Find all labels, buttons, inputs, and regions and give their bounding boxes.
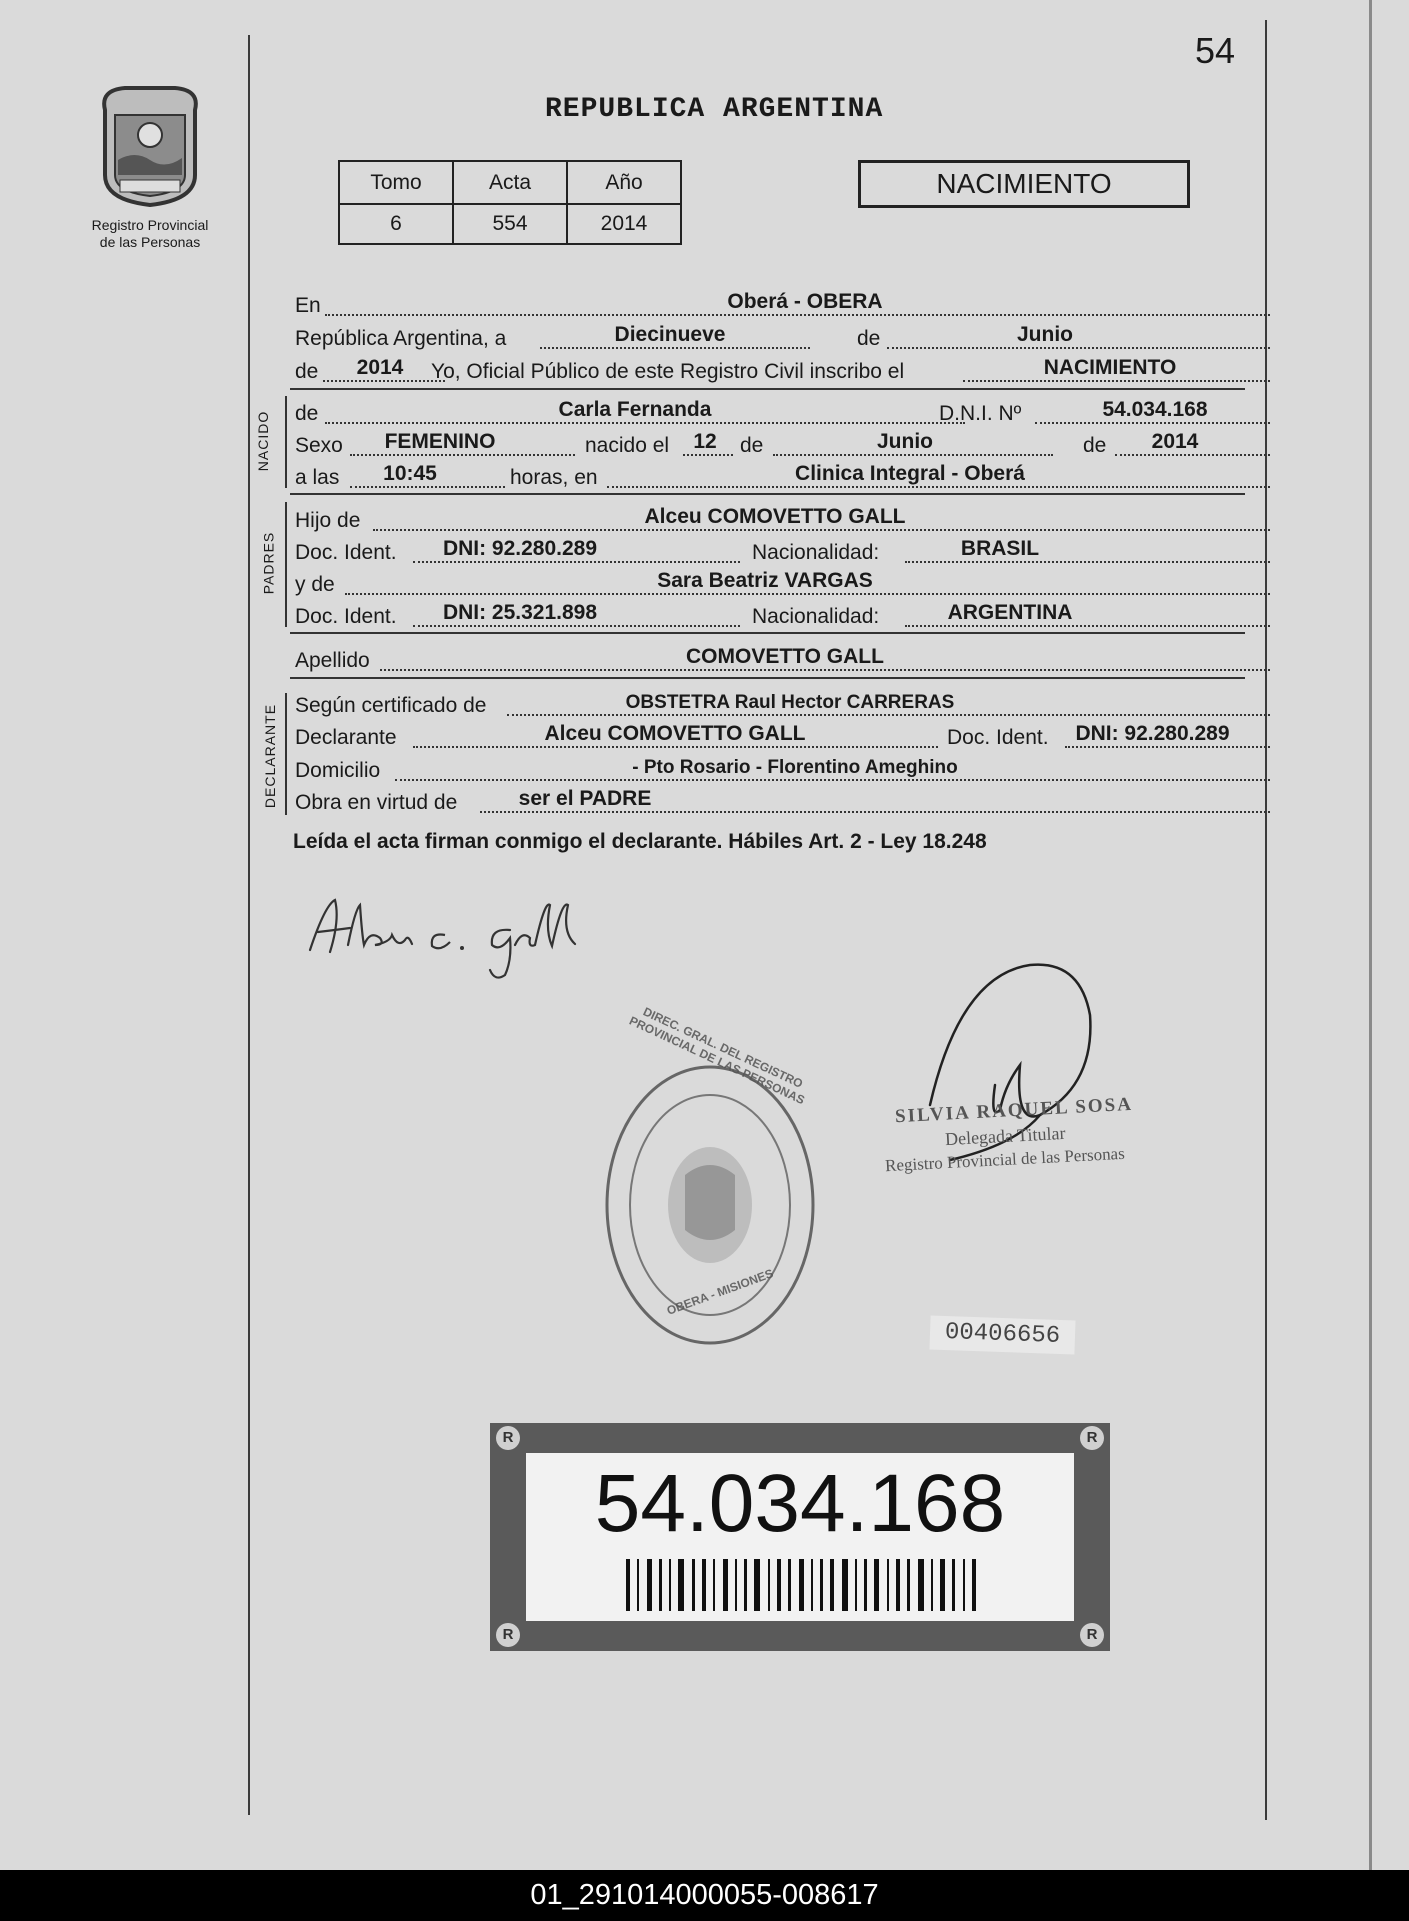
address-label: Domicilio — [295, 759, 381, 782]
surname-separator — [290, 677, 1245, 679]
father-doc: DNI: 92.280.289 — [442, 537, 598, 560]
capacity-label: Obra en virtud de — [295, 791, 458, 814]
barcode-bar — [887, 1559, 889, 1611]
registry-name-line1: Registro Provincial — [91, 217, 209, 233]
country-title: REPUBLICA ARGENTINA — [545, 94, 884, 125]
certificate-label: Según certificado de — [295, 694, 487, 717]
barcode-bar — [963, 1559, 965, 1611]
barcode-bar — [768, 1559, 770, 1611]
registry-name-line2: de las Personas — [99, 234, 201, 250]
time-label: a las — [295, 466, 340, 489]
date-row — [295, 323, 1242, 353]
barcode-bar — [799, 1559, 804, 1611]
seal-outer-text: DIREC. GRAL. DEL REGISTRO PROVINCIAL DE LAS PERSONAS — [627, 1004, 807, 1108]
barcode-bar — [669, 1559, 671, 1611]
mother-nationality: ARGENTINA — [947, 601, 1073, 624]
barcode-bar — [830, 1559, 834, 1611]
barcode — [626, 1559, 976, 1611]
barcode-bar — [811, 1559, 813, 1611]
barcode-bar — [626, 1559, 630, 1611]
registration-place: Oberá - OBERA — [727, 290, 883, 313]
mother-doc: DNI: 25.321.898 — [442, 601, 598, 624]
acta-value: 554 — [453, 204, 567, 244]
child-name: Carla Fernanda — [558, 398, 712, 421]
reference-table — [338, 160, 682, 245]
file-id-bar — [0, 1870, 1409, 1921]
certificate-issuer: OBSTETRA Raul Hector CARRERAS — [625, 692, 955, 713]
registration-day: Diecinueve — [614, 323, 726, 346]
barcode-bar — [940, 1559, 945, 1611]
hours-label: horas, en — [510, 466, 598, 489]
declarant-doc-label: Doc. Ident. — [947, 726, 1049, 749]
id-label-mark-bottom-right: R — [1080, 1623, 1104, 1647]
birth-de-label: de — [740, 434, 764, 457]
republic-label: República Argentina, a — [295, 327, 507, 350]
barcode-bar — [713, 1559, 715, 1611]
id-label-mark-top-left: R — [496, 1426, 520, 1450]
mother-doc-label: Doc. Ident. — [295, 605, 397, 628]
birth-place: Clinica Integral - Oberá — [795, 462, 1025, 485]
dni-label: D.N.I. Nº — [939, 402, 1022, 425]
id-label — [490, 1423, 1110, 1651]
right-margin-line — [1265, 20, 1267, 1820]
id-label-mark-top-right: R — [1080, 1426, 1104, 1450]
acta-header: Acta — [453, 161, 567, 204]
born-bracket — [285, 396, 287, 488]
declarant-label: Declarante — [295, 726, 397, 749]
registry-logo — [90, 80, 210, 210]
barcode-bar — [874, 1559, 879, 1611]
birth-de-label-2: de — [1083, 434, 1107, 457]
born-side-label: NACIDO — [255, 410, 272, 472]
barcode-bar — [972, 1559, 976, 1611]
barcode-bar — [777, 1559, 781, 1611]
child-sex: FEMENINO — [384, 430, 496, 453]
left-margin-line — [248, 35, 250, 1815]
sex-row — [295, 430, 1242, 460]
id-label-mark-bottom-left: R — [496, 1623, 520, 1647]
tomo-value: 6 — [339, 204, 453, 244]
barcode-bar — [842, 1559, 848, 1611]
barcode-bar — [678, 1559, 684, 1611]
parents-bracket — [285, 502, 287, 627]
parents-side-label: PADRES — [260, 531, 277, 595]
address-value: - Pto Rosario - Florentino Ameghino — [632, 757, 958, 778]
born-on-label: nacido el — [585, 434, 670, 457]
barcode-bar — [735, 1559, 737, 1611]
birth-time: 10:45 — [383, 462, 437, 485]
id-label-inner — [526, 1453, 1074, 1621]
officer-name: SILVIA RAQUEL SOSA — [894, 1093, 1134, 1128]
barcode-bar — [788, 1559, 791, 1611]
parents-separator — [290, 632, 1245, 634]
declarant-doc: DNI: 92.280.289 — [1075, 722, 1230, 745]
tomo-header: Tomo — [339, 161, 453, 204]
birth-year: 2014 — [1151, 430, 1199, 453]
barcode-bar — [637, 1559, 639, 1611]
de-label: de — [857, 327, 881, 350]
barcode-bar — [952, 1559, 955, 1611]
surname-value: COMOVETTO GALL — [686, 645, 884, 668]
barcode-bar — [692, 1559, 695, 1611]
barcode-bar — [659, 1559, 662, 1611]
child-dni: 54.034.168 — [1102, 398, 1208, 421]
officer-office: Registro Provincial de las Personas — [884, 1143, 1126, 1176]
ano-value: 2014 — [567, 204, 681, 244]
child-name-row — [295, 398, 1242, 428]
surname-label: Apellido — [295, 649, 370, 672]
address-row — [295, 755, 1242, 785]
en-label: En — [295, 294, 321, 317]
place-row — [295, 290, 1242, 320]
and-of-label: y de — [295, 573, 335, 596]
barcode-bar — [647, 1559, 652, 1611]
child-de-label: de — [295, 402, 319, 425]
intro-separator — [290, 388, 1245, 390]
barcode-bar — [820, 1559, 823, 1611]
barcode-bar — [864, 1559, 867, 1611]
declarant-bracket — [285, 693, 287, 815]
year-row — [295, 356, 1242, 386]
father-row — [295, 505, 1242, 535]
file-id: 01_291014000055-008617 — [530, 1879, 879, 1911]
reading-note: Leída el acta firman conmigo el declarante. Hábiles Art. 2 - Ley 18.248 — [293, 830, 987, 853]
serial-number: 00406656 — [929, 1315, 1075, 1354]
barcode-bar — [907, 1559, 910, 1611]
barcode-bar — [702, 1559, 706, 1611]
barcode-bar — [918, 1559, 924, 1611]
father-name: Alceu COMOVETTO GALL — [644, 505, 906, 528]
barcode-bar — [744, 1559, 747, 1611]
capacity-row — [295, 787, 1242, 817]
birth-day: 12 — [693, 430, 717, 453]
son-of-label: Hijo de — [295, 509, 361, 532]
mother-row — [295, 569, 1242, 599]
barcode-bar — [754, 1559, 760, 1611]
certificate-row — [295, 690, 1242, 720]
barcode-bar — [855, 1559, 857, 1611]
declarant-signature — [300, 890, 600, 980]
mother-name: Sara Beatriz VARGAS — [657, 569, 873, 592]
mother-nationality-label: Nacionalidad: — [752, 605, 880, 628]
capacity-value: ser el PADRE — [518, 787, 652, 810]
father-doc-label: Doc. Ident. — [295, 541, 397, 564]
statement-text: Yo, Oficial Público de este Registro Civil inscribo el — [431, 360, 905, 383]
declarant-row — [295, 722, 1242, 752]
id-label-number: 54.034.168 — [594, 1458, 1006, 1549]
declarant-side-label: DECLARANTE — [262, 703, 279, 809]
registry-name — [65, 217, 235, 251]
page-edge-line — [1369, 0, 1372, 1870]
father-nationality: BRASIL — [960, 537, 1040, 560]
declarant-name: Alceu COMOVETTO GALL — [544, 722, 806, 745]
father-doc-row — [295, 537, 1242, 567]
surname-row — [295, 645, 1242, 675]
event-type: NACIMIENTO — [1043, 356, 1177, 379]
seal-inner-text: OBERA - MISIONES — [664, 1266, 776, 1318]
registration-year: 2014 — [356, 356, 404, 379]
officer-role: Delegada Titular — [944, 1122, 1066, 1150]
born-separator — [290, 493, 1245, 495]
birth-time-row — [295, 462, 1242, 492]
barcode-bar — [896, 1559, 900, 1611]
mother-doc-row — [295, 601, 1242, 631]
barcode-bar — [931, 1559, 933, 1611]
birth-month: Junio — [877, 430, 933, 453]
ano-header: Año — [567, 161, 681, 204]
record-type: NACIMIENTO — [858, 160, 1190, 208]
page-number: 54 — [1195, 30, 1236, 71]
barcode-bar — [723, 1559, 728, 1611]
sex-label: Sexo — [295, 434, 343, 457]
father-nationality-label: Nacionalidad: — [752, 541, 880, 564]
year-prefix-label: de — [295, 360, 319, 383]
registration-month: Junio — [1017, 323, 1073, 346]
